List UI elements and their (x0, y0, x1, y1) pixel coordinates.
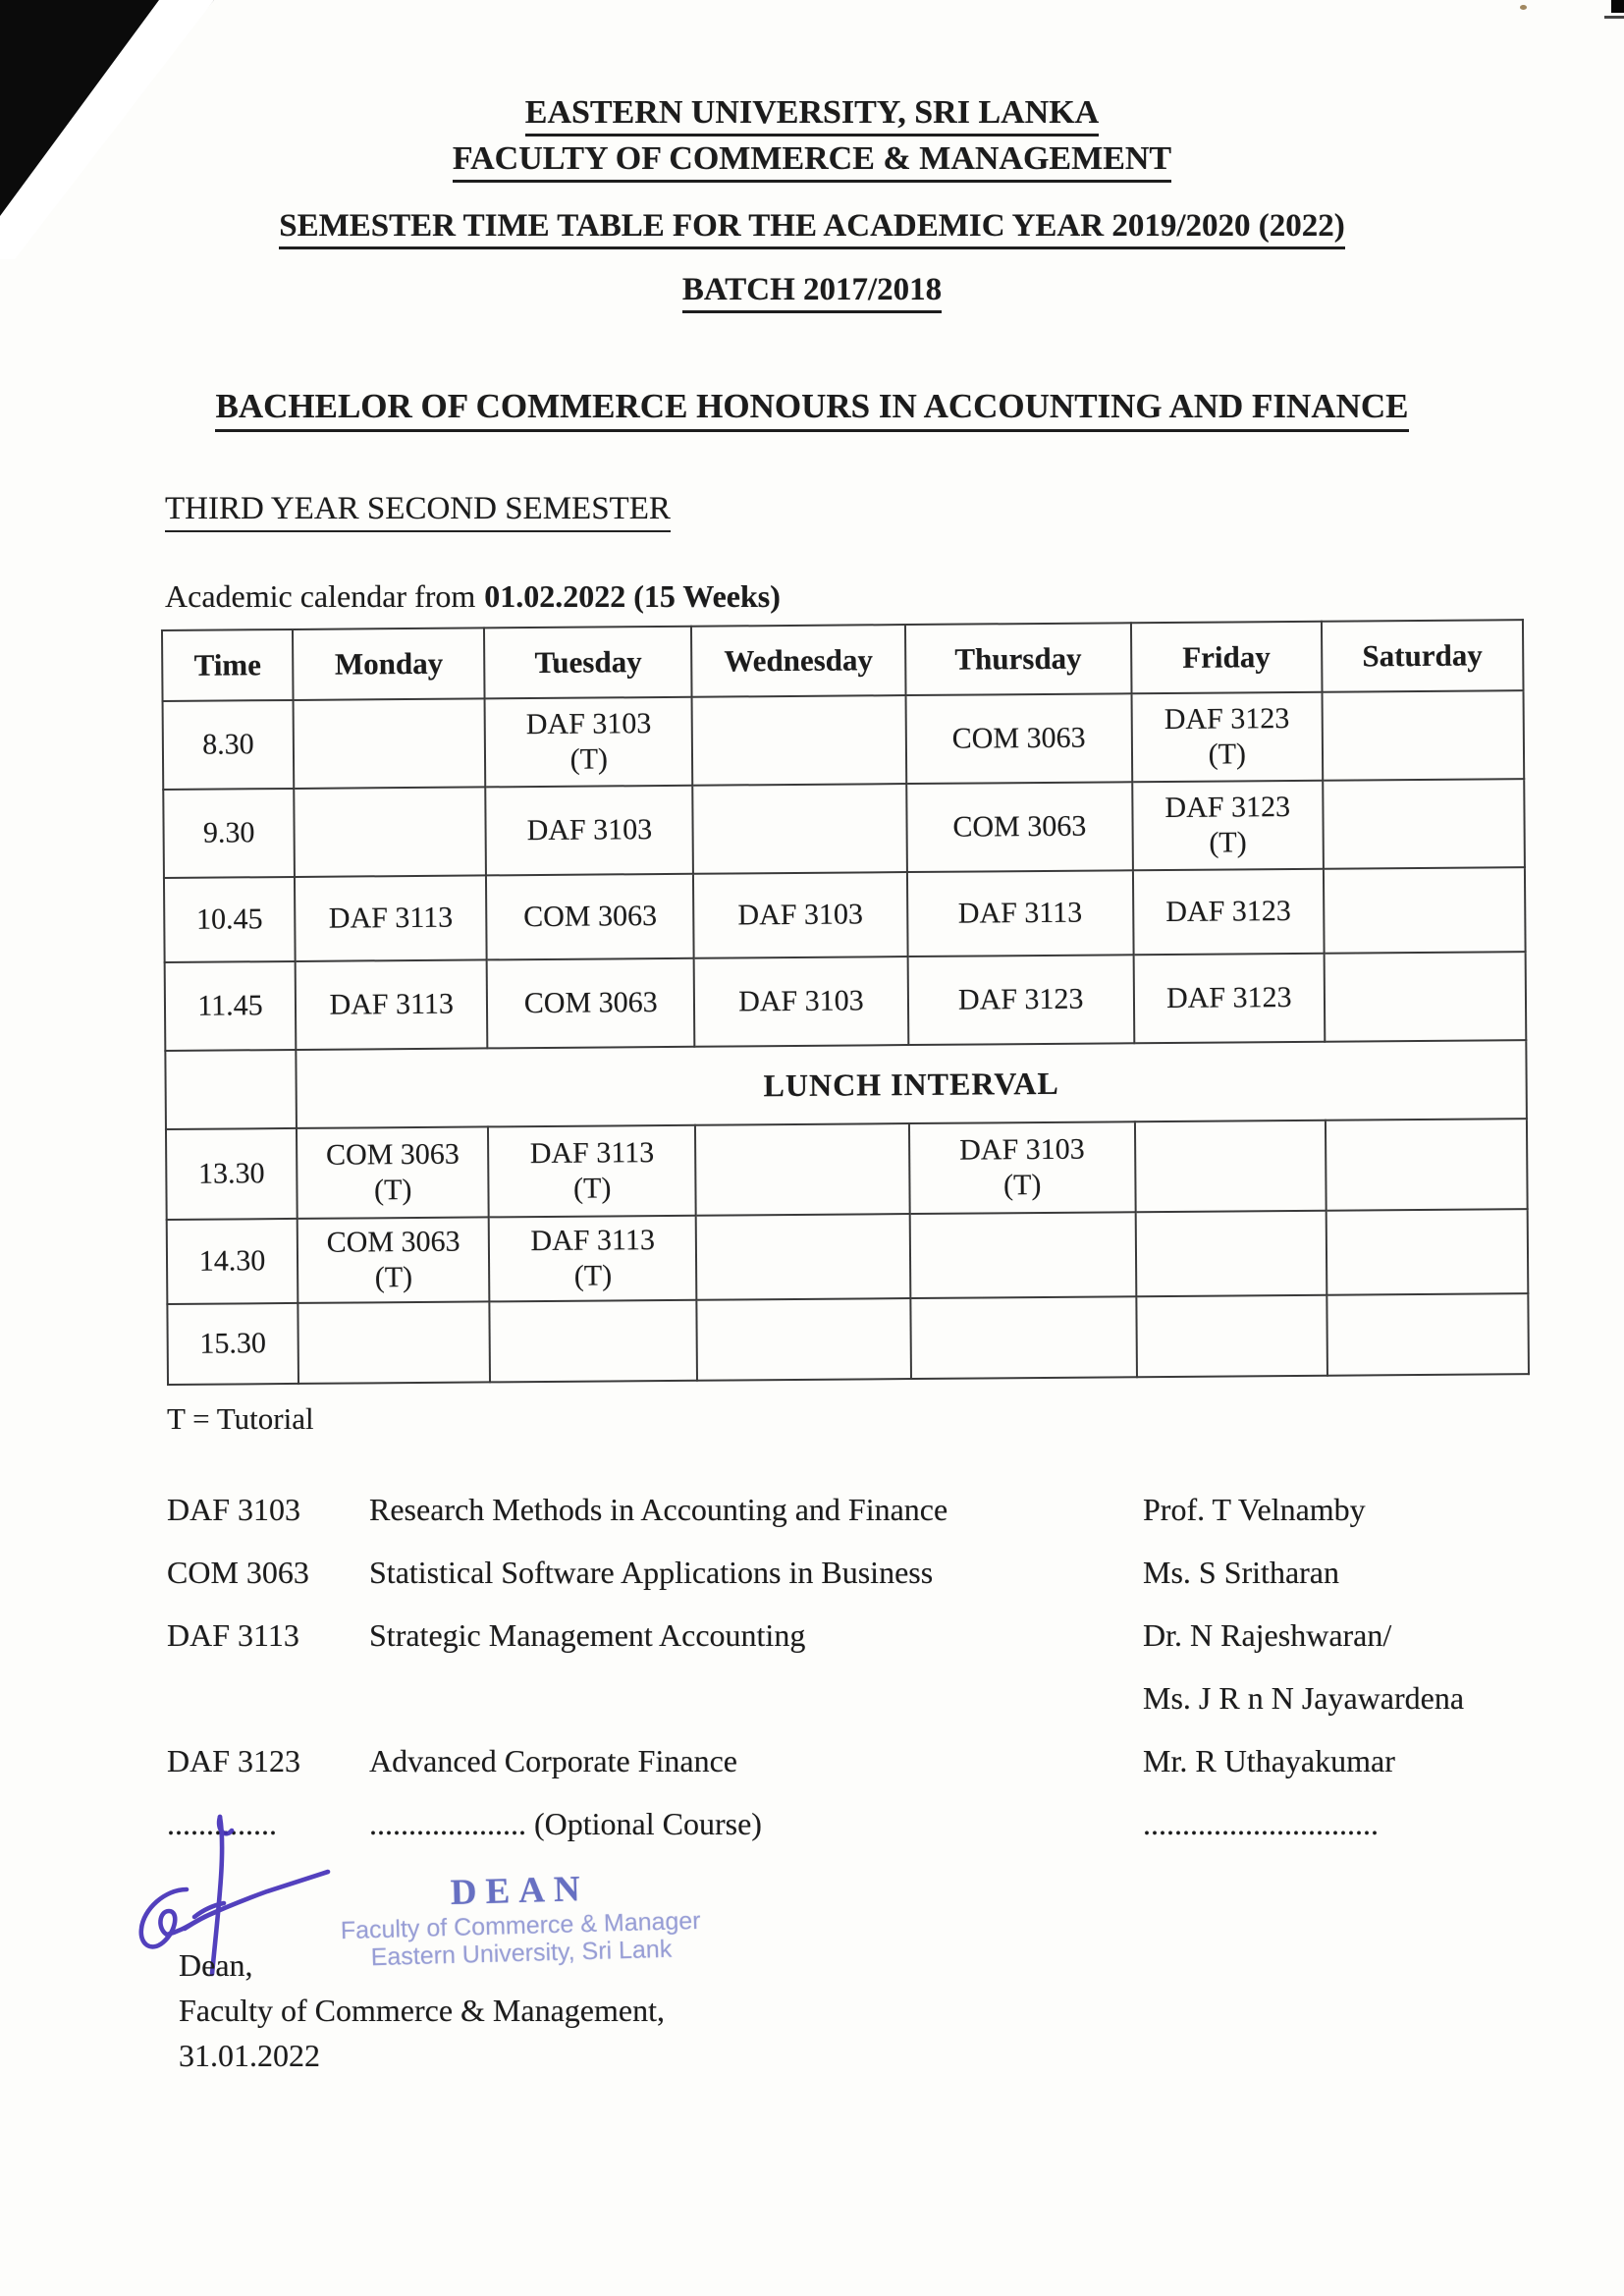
time-cell: 8.30 (163, 700, 295, 790)
timetable-cell (907, 955, 1134, 1045)
lunch-interval-cell: LUNCH INTERVAL (296, 1040, 1527, 1128)
timetable-cell (1133, 954, 1325, 1044)
course-code-text: DAF 3113 (329, 987, 455, 1021)
faculty-title-line (0, 138, 1624, 183)
course-code-text: COM 3063 (326, 1225, 460, 1259)
timetable-cell (692, 784, 906, 874)
timetable-cell (692, 695, 906, 786)
time-cell (165, 1050, 297, 1129)
course-code-text: DAF 3113 (530, 1224, 656, 1258)
tutorial-footnote: T = Tutorial (167, 1401, 314, 1436)
course-code-text: DAF 3113 (957, 896, 1083, 930)
tutorial-tag: (T) (569, 742, 609, 776)
timetable-cell (295, 875, 487, 961)
timetable-cell (488, 1125, 695, 1218)
timetable-cell (1324, 867, 1526, 954)
timetable-cell (693, 872, 907, 958)
lunch-interval-row (165, 1040, 1527, 1129)
tutorial-tag: (T) (573, 1259, 613, 1292)
semester-timetable (161, 619, 1530, 1386)
timetable-cell (696, 1214, 910, 1300)
course-title: Strategic Management Accounting (369, 1616, 806, 1653)
course-code: DAF 3103 (167, 1491, 301, 1527)
semester-title-line (165, 489, 1624, 532)
tutorial-tag: (T) (572, 1172, 612, 1205)
timetable-row (167, 1293, 1529, 1385)
course-code-text: DAF 3123 (1165, 894, 1291, 928)
timetable-cell (1326, 1293, 1529, 1376)
timetable-row (167, 1209, 1529, 1304)
tutorial-tag: (T) (374, 1261, 413, 1294)
course-legend-row (167, 1604, 1565, 1667)
timetable-cell (694, 957, 908, 1047)
course-lecturer: .............................. (1143, 1805, 1379, 1841)
timetable-title: SEMESTER TIME TABLE FOR THE ACADEMIC YEAR 2019/2020 (2022) (279, 206, 1345, 249)
stamp-title: DEAN (450, 1869, 590, 1913)
course-code-text: DAF 3113 (328, 901, 454, 935)
course-code-text: DAF 3103 (738, 984, 864, 1018)
course-code-text: DAF 3103 (525, 707, 652, 741)
timetable-cell (1135, 1121, 1326, 1213)
column-header-saturday: Saturday (1322, 620, 1524, 692)
scan-speck (1520, 5, 1527, 10)
timetable-cell (695, 1123, 909, 1216)
column-header-thursday: Thursday (905, 623, 1132, 695)
tutorial-tag: (T) (373, 1174, 412, 1207)
course-lecturer: Ms. S Sritharan (1143, 1554, 1339, 1590)
course-code-text: DAF 3123 (1164, 701, 1290, 736)
academic-calendar-line (165, 577, 1624, 616)
tutorial-tag: (T) (1002, 1168, 1042, 1202)
tutorial-tag: (T) (1208, 738, 1247, 771)
document-header (0, 0, 1624, 313)
course-code: .............. (167, 1805, 277, 1841)
course-title: Research Methods in Accounting and Finance (369, 1491, 948, 1527)
timetable-cell (907, 870, 1134, 957)
faculty-title: FACULTY OF COMMERCE & MANAGEMENT (453, 138, 1171, 183)
signature-block (179, 1942, 665, 2078)
course-legend-row (167, 1478, 1565, 1541)
timetable-cell (485, 697, 692, 788)
course-lecturer: Mr. R Uthayakumar (1143, 1742, 1395, 1778)
course-code-text: DAF 3103 (737, 898, 864, 932)
signature-date: 31.01.2022 (179, 2038, 320, 2073)
scan-corner-mark (1611, 0, 1624, 13)
timetable-cell (1136, 1295, 1327, 1378)
program-title: BACHELOR OF COMMERCE HONOURS IN ACCOUNTING AND FINANCE (215, 386, 1408, 432)
timetable-cell (906, 782, 1133, 872)
timetable-cell (1326, 1209, 1528, 1295)
batch-title-line (0, 270, 1624, 313)
course-code-text: COM 3063 (951, 721, 1086, 755)
course-code-text: COM 3063 (325, 1137, 460, 1172)
course-code: COM 3063 (167, 1554, 309, 1590)
batch-title: BATCH 2017/2018 (682, 270, 942, 313)
calendar-prefix: Academic calendar from (165, 578, 476, 614)
timetable-cell (487, 958, 694, 1049)
course-title: .................... (Optional Course) (369, 1805, 762, 1841)
timetable-cell (910, 1296, 1137, 1379)
timetable-cell (1131, 692, 1323, 783)
course-code: DAF 3123 (167, 1742, 301, 1778)
timetable-cell (905, 693, 1132, 784)
timetable-cell (909, 1121, 1136, 1214)
timetable-cell (296, 959, 488, 1050)
course-title: Statistical Software Applications in Business (369, 1554, 934, 1590)
timetable-row (163, 690, 1525, 790)
semester-title: THIRD YEAR SECOND SEMESTER (165, 489, 671, 532)
timetable-row (165, 952, 1527, 1051)
column-header-time: Time (162, 629, 294, 701)
course-code-text: COM 3063 (523, 986, 658, 1020)
course-code-text: DAF 3123 (1165, 980, 1292, 1014)
timetable-cell (909, 1212, 1136, 1298)
timetable-cell (298, 1301, 490, 1384)
timetable-cell (1132, 781, 1324, 871)
scan-edge-mark (1604, 16, 1624, 19)
course-title: Advanced Corporate Finance (369, 1742, 737, 1778)
course-legend-row (167, 1667, 1565, 1729)
course-code: DAF 3113 (167, 1616, 299, 1653)
signatory-faculty: Faculty of Commerce & Management, (179, 1993, 665, 2028)
timetable-cell (1324, 952, 1526, 1042)
timetable-cell (489, 1216, 696, 1302)
time-cell: 15.30 (167, 1303, 298, 1385)
timetable-cell (486, 874, 693, 960)
timetable-cell (294, 787, 486, 877)
time-cell: 11.45 (165, 961, 297, 1051)
stamp-faculty-line: Faculty of Commerce & Manager (340, 1906, 701, 1945)
course-legend-row (167, 1729, 1565, 1792)
tutorial-tag: (T) (1209, 826, 1247, 859)
timetable-row (163, 779, 1525, 878)
column-header-tuesday: Tuesday (484, 627, 691, 699)
timetable-cell (1322, 690, 1524, 781)
program-title-line (0, 386, 1624, 432)
course-code-text: DAF 3103 (526, 813, 653, 847)
timetable-cell (1135, 1211, 1326, 1297)
timetable-cell (294, 698, 486, 789)
column-header-friday: Friday (1131, 622, 1323, 694)
timetable-cell (298, 1217, 490, 1303)
timetable-title-line (0, 206, 1624, 249)
timetable-cell (486, 786, 693, 876)
course-lecturer: Ms. J R n N Jayawardena (1143, 1679, 1465, 1716)
course-lecturer: Dr. N Rajeshwaran/ (1143, 1616, 1392, 1653)
column-header-monday: Monday (293, 628, 485, 700)
signatory-role: Dean, (179, 1947, 253, 1983)
time-cell: 13.30 (166, 1128, 298, 1220)
course-code-text: COM 3063 (952, 809, 1087, 844)
course-legend-row (167, 1541, 1565, 1604)
timetable-header-row (162, 620, 1524, 701)
time-cell: 9.30 (163, 789, 295, 878)
university-title: EASTERN UNIVERSITY, SRI LANKA (525, 92, 1099, 137)
course-legend-row (167, 1792, 1565, 1855)
course-code-text: DAF 3123 (957, 982, 1084, 1016)
time-cell: 10.45 (164, 877, 296, 962)
course-lecturer: Prof. T Velnamby (1143, 1491, 1366, 1527)
timetable-cell (696, 1298, 910, 1381)
course-code-text: DAF 3123 (1164, 790, 1291, 824)
timetable-cell (297, 1126, 489, 1219)
stamp-university-line: Eastern University, Sri Lank (370, 1935, 673, 1972)
timetable-row (164, 867, 1526, 962)
column-header-wednesday: Wednesday (691, 625, 905, 697)
course-code-text: COM 3063 (523, 900, 658, 934)
timetable-row (166, 1119, 1528, 1220)
timetable-cell (1133, 869, 1325, 956)
timetable-cell (1326, 1119, 1528, 1211)
course-code-text: DAF 3113 (529, 1136, 655, 1171)
calendar-start-date: 01.02.2022 (15 Weeks) (484, 578, 781, 614)
course-legend (167, 1478, 1565, 1855)
course-code-text: DAF 3103 (959, 1132, 1085, 1167)
university-title-line (0, 0, 1624, 137)
time-cell: 14.30 (167, 1219, 298, 1304)
timetable-cell (1323, 779, 1525, 869)
timetable-cell (490, 1300, 697, 1383)
